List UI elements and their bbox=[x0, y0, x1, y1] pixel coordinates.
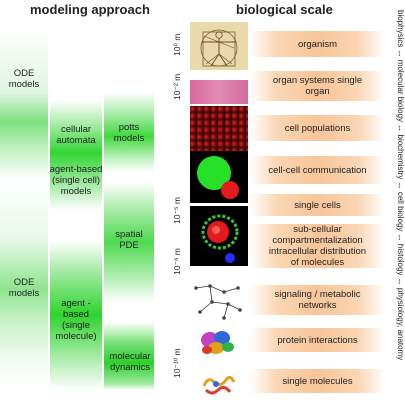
cell-population-image bbox=[190, 106, 248, 151]
network-image bbox=[190, 280, 248, 322]
cellular-automata-label: cellular automata bbox=[56, 124, 96, 146]
level-signaling-networks: signaling / metabolic networks bbox=[250, 285, 385, 315]
protein-complex-image bbox=[190, 326, 248, 358]
level-protein-interactions: protein interactions bbox=[250, 328, 385, 352]
scale-label-10-0: 10⁰ m bbox=[172, 33, 182, 56]
ode-models-bottom-label: ODE models bbox=[8, 277, 40, 299]
scale-label-10-10: 10⁻¹⁰ m bbox=[172, 348, 182, 378]
agent-based-single-cell-label: agent-based (single cell) models bbox=[49, 164, 103, 197]
level-organism: organism bbox=[250, 31, 385, 57]
ode-models-top-label: ODE models bbox=[8, 68, 40, 90]
scale-label-10-6: 10⁻⁶ m bbox=[172, 248, 182, 275]
spatial-pde-label: spatial PDE bbox=[115, 229, 143, 251]
agent-based-single-molecule-label: agent -based (single molecule) bbox=[55, 298, 97, 342]
biological-scale-header: biological scale bbox=[236, 2, 333, 17]
subcellular-image bbox=[190, 206, 248, 266]
single-molecule-image bbox=[190, 370, 248, 398]
level-single-cells: single cells bbox=[250, 194, 385, 216]
level-cell-cell-communication: cell-cell communication bbox=[250, 156, 385, 184]
vitruvian-man-image bbox=[190, 22, 248, 70]
molecular-dynamics-label: molecular dynamics bbox=[109, 351, 151, 373]
level-organ-systems: organ systems single organ bbox=[250, 71, 385, 101]
organ-tissue-image bbox=[190, 80, 248, 104]
level-single-molecules: single molecules bbox=[250, 369, 385, 393]
potts-models-label: potts models bbox=[113, 122, 145, 144]
level-subcellular: sub-cellular compartmentalization intracellular distribution of molecules bbox=[250, 224, 385, 268]
cell-communication-image bbox=[190, 151, 248, 203]
scale-label-10-5: 10⁻⁵ m bbox=[172, 197, 182, 224]
modeling-approach-header: modeling approach bbox=[30, 2, 150, 17]
level-cell-populations: cell populations bbox=[250, 115, 385, 141]
discipline-axis-text: biophysics ↔ molecular biology ↔ biochemistry ↔ cell biology ↔ histology ↔ physiology, anatomy bbox=[396, 10, 405, 361]
scale-label-10-2: 10⁻² m bbox=[172, 73, 182, 100]
